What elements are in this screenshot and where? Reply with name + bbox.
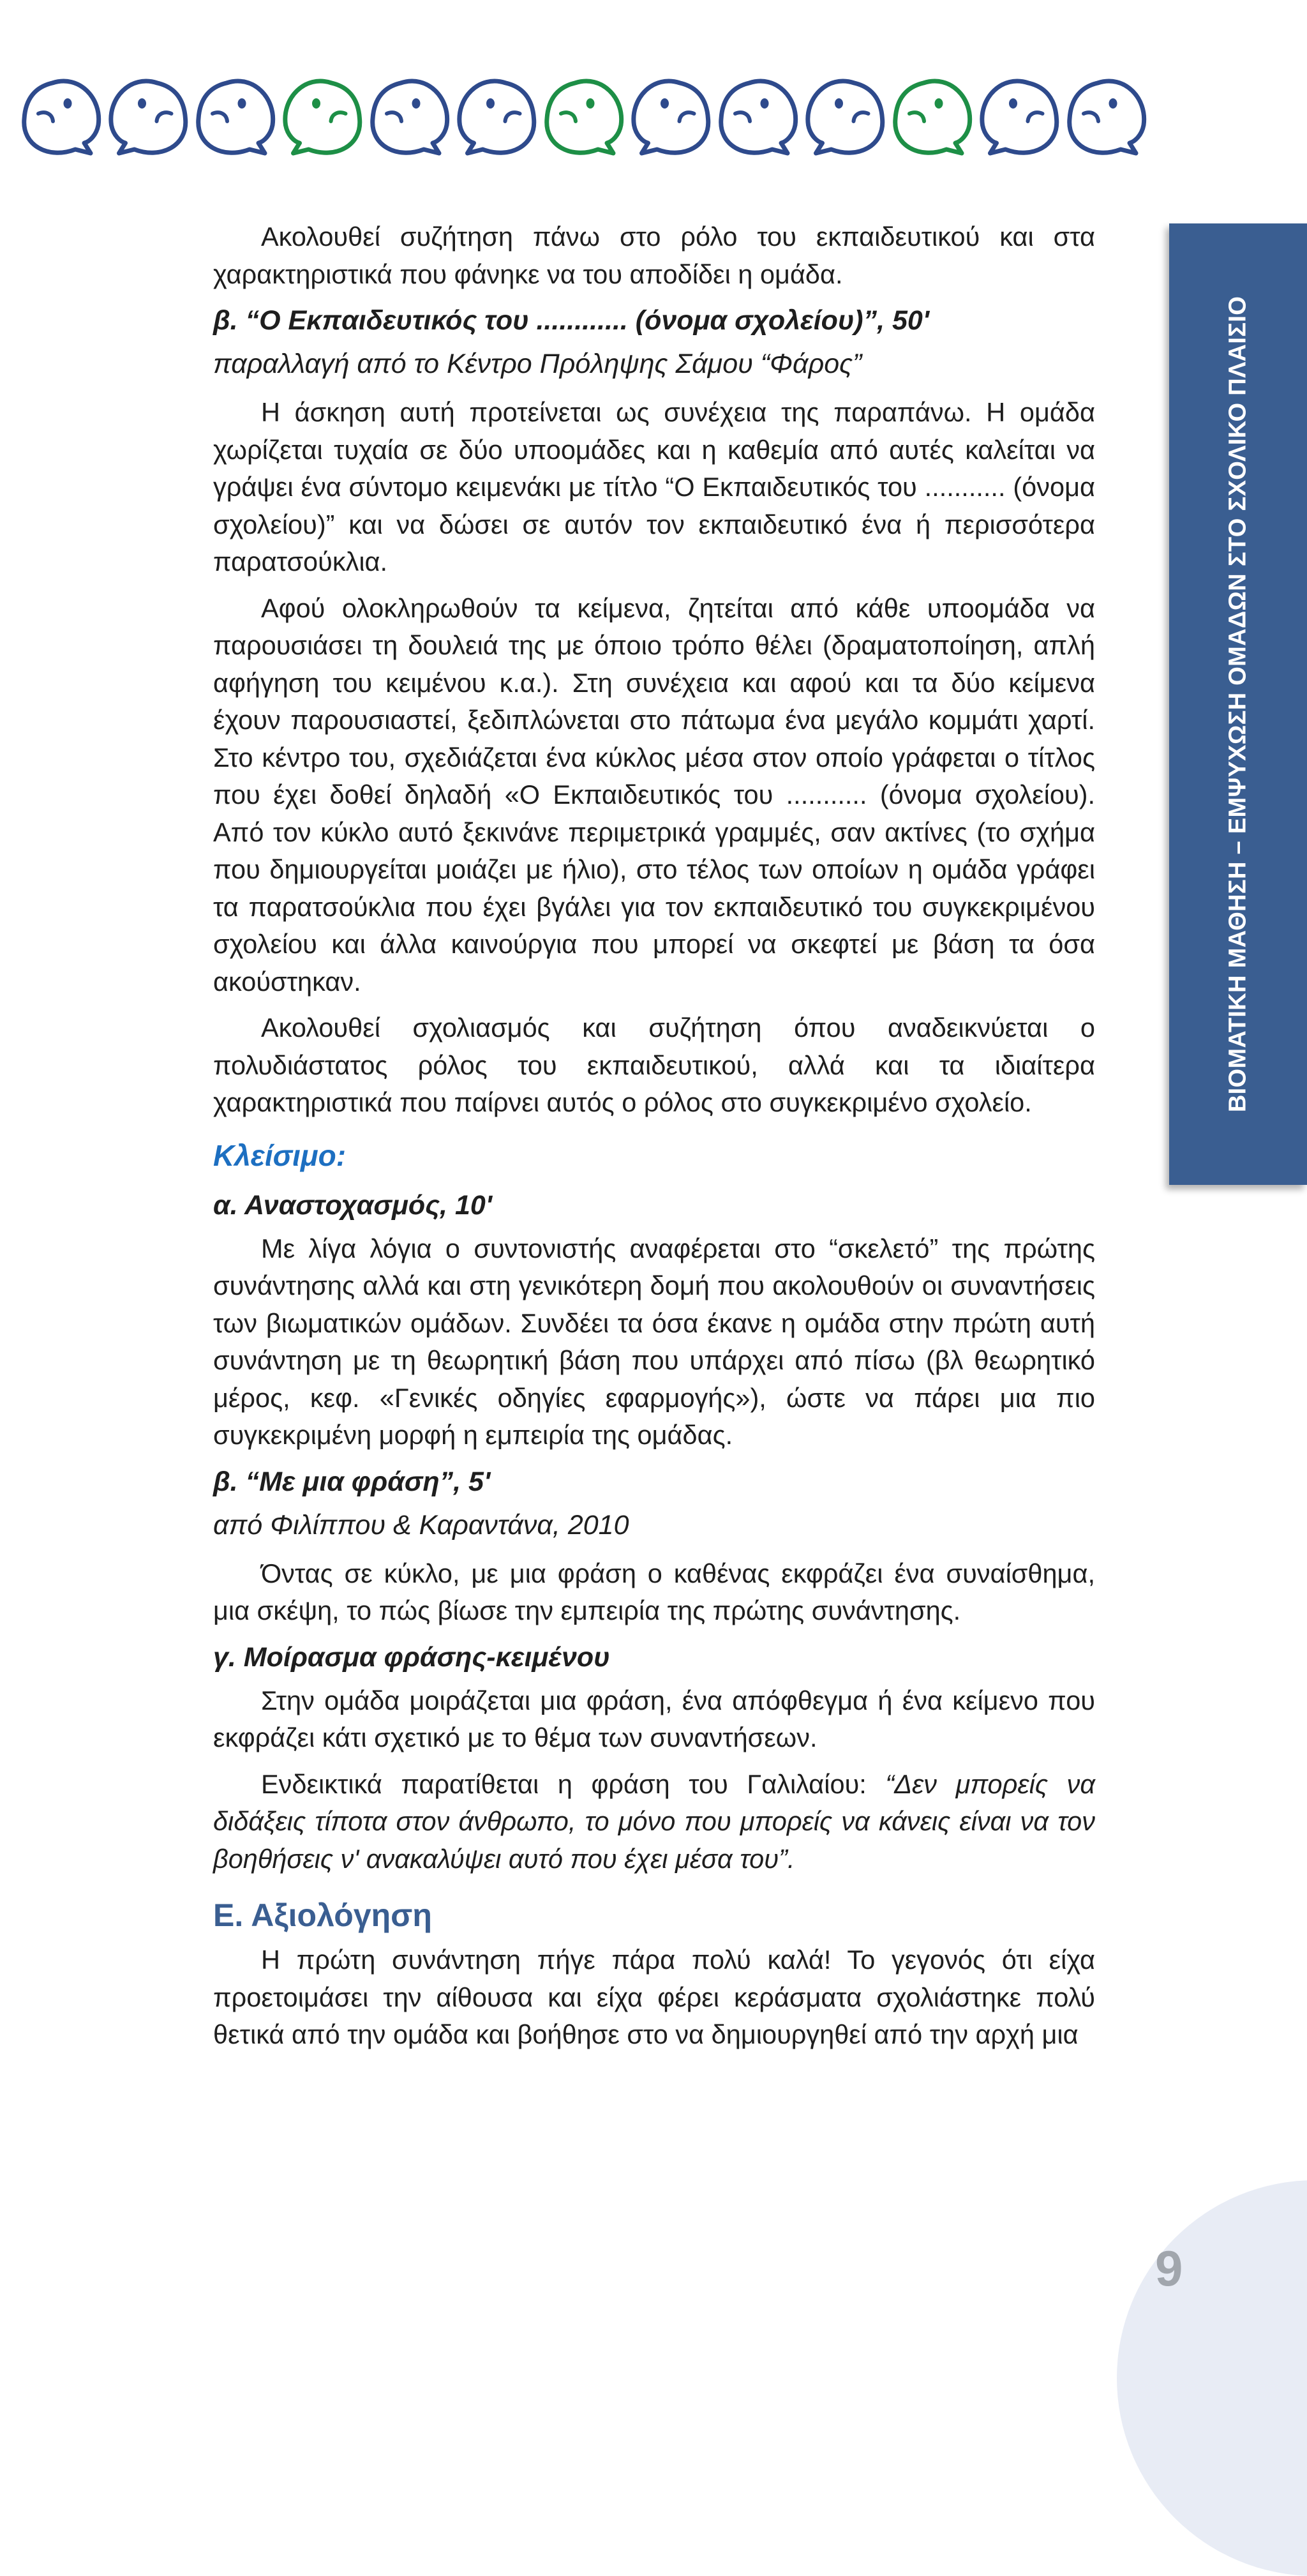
evaluation-heading: Ε. Αξιολόγηση — [213, 1897, 432, 1933]
quote-intro: Ενδεικτικά παρατίθεται η φράση του Γαλιλαίου: — [261, 1768, 886, 1799]
page-number: 9 — [1155, 2240, 1183, 2296]
speaking-head-icon — [721, 81, 796, 153]
paragraph: Ακολουθεί συζήτηση πάνω στο ρόλο του εκπαιδευτικού και στα χαρακτηριστικά που φάνηκε να του αποδίδει η ομάδα. — [213, 222, 1095, 289]
paragraph: Η πρώτη συνάντηση πήγε πάρα πολύ καλά! Το γεγονός ότι είχα προετοιμάσει την αίθουσα και είχα φέρει κεράσματα σχολιάστηκε πολύ θετικά από την ομάδα και βοήθησε στο να δημιουργηθεί από την αρχή μια — [213, 1945, 1095, 2049]
activity-heading: α. Αναστοχασμός, 10' — [213, 1189, 492, 1221]
paragraph: Ακολουθεί σχολιασμός και συζήτηση όπου αναδεικνύεται ο πολυδιάστατος ρόλος του εκπαιδευτικού, αλλά και τα ιδιαίτερα χαρακτηριστικά που παίρνει αυτός ο ρόλος στο συγκεκριμένο σχολείο. — [213, 1013, 1095, 1117]
paragraph: Στην ομάδα μοιράζεται μια φράση, ένα απόφθεγμα ή ένα κείμενο που εκφράζει κάτι σχετικό με το θέμα των συναντήσεων. — [213, 1685, 1095, 1752]
paragraph: Αφού ολοκληρωθούν τα κείμενα, ζητείται από κάθε υποομάδα να παρουσιάσει τη δουλειά της με όποιο τρόπο θέλει (δραματοποίηση, απλή αφήγηση του κειμένου κ.α.). Στη συνέχεια και αφού και τα δύο κείμενα έχουν παρουσιαστεί, ξεδιπλώνεται στο πάτωμα ένα μεγάλο κομμάτι χαρτί. Στο κέντρο του, σχεδιάζεται ένα κύκλος μέσα στον οποίο γράφεται ο τίτλος που έχει δοθεί δηλαδή «Ο Εκπαιδευτικός του ........... (όνομα σχολείου). Από τον κύκλο αυτό ξεκινάνε περιμετρικά γραμμές, σαν ακτίνες (το σχήμα που δημιουργείται μοιάζει με ήλιο), στο τέλος των οποίων η ομάδα γράφει τα παρατσούκλια που έχει βγάλει για τον εκπαιδευτικό του συγκεκριμένου σχολείου και άλλα καινούργια που μπορεί να σκεφτεί με βάση τα όσα ακούστηκαν. — [213, 592, 1095, 997]
speaking-head-icon — [24, 81, 99, 153]
activity-source: από Φιλίππου & Καραντάνα, 2010 — [213, 1509, 629, 1540]
speaking-head-icon — [895, 81, 970, 153]
closing-heading: Κλείσιμο: — [213, 1138, 347, 1172]
speaking-head-icon — [111, 81, 186, 153]
page-number-circle — [1117, 2180, 1307, 2576]
side-tab-label: ΒΙΟΜΑΤΙΚΗ ΜΑΘΗΣΗ – ΕΜΨΥΧΩΣΗ ΟΜΑΔΩΝ ΣΤΟ ΣΧΟΛΙΚΟ ΠΛΑΙΣΙΟ — [1224, 296, 1251, 1113]
speaking-head-icon — [634, 81, 708, 153]
paragraph: Η άσκηση αυτή προτείνεται ως συνέχεια της παραπάνω. Η ομάδα χωρίζεται τυχαία σε δύο υποομάδες και η καθεμία από αυτές καλείται να γράψει ένα σύντομο κειμενάκι με τίτλο “Ο Εκπαιδευτικός του ........... (όνομα σχολείου)” και να δώσει σε αυτόν τον εκπαιδευτικό ένα ή περισσότερα παρατσούκλια. — [213, 397, 1095, 576]
speaking-head-icon — [198, 81, 273, 153]
paragraph: Όντας σε κύκλο, με μια φράση ο καθένας εκφράζει ένα συναίσθημα, μια σκέψη, το πώς βίωσε την εμπειρία της πρώτης συνάντησης. — [213, 1558, 1095, 1625]
activity-source: παραλλαγή από το Κέντρο Πρόληψης Σάμου “Φάρος” — [213, 349, 862, 379]
main-content — [213, 218, 1095, 2063]
galileo-quote: “Δεν μπορείς να διδάξεις τίποτα στον άνθρωπο, το μόνο που μπορείς να κάνεις είναι να τον βοηθήσεις ν' ανακαλύψει αυτό που έχει μέσα του”. — [213, 1768, 1095, 1874]
speaking-head-icon — [285, 81, 360, 153]
activity-heading: β. “Ο Εκπαιδευτικός του ............ (όνομα σχολείου)”, 50' — [213, 305, 930, 336]
decorative-heads-row — [0, 0, 1307, 192]
paragraph: Με λίγα λόγια ο συντονιστής αναφέρεται στο “σκελετό” της πρώτης συνάντησης αλλά και στη γενικότερη δομή που ακολουθούν οι συναντήσεις των βιωματικών ομάδων. Συνδέει τα όσα έκανε η ομάδα στην πρώτη αυτή συνάντηση με τη θεωρητική βάση που υπάρχει από πίσω (βλ θεωρητικό μέρος, κεφ. «Γενικές οδηγίες εφαρμογής»), ώστε να πάρει μια πιο συγκεκριμένη μορφή η εμπειρία της ομάδας. — [213, 1233, 1095, 1450]
speaking-head-icon — [373, 81, 447, 153]
speaking-head-icon — [982, 81, 1057, 153]
speaking-head-icon — [1070, 81, 1144, 153]
speaking-head-icon — [547, 81, 622, 153]
activity-heading: γ. Μοίρασμα φράσης-κειμένου — [213, 1641, 610, 1673]
quote-paragraph — [213, 1766, 1095, 1878]
speaking-head-icon — [808, 81, 883, 153]
section-side-tab — [1169, 223, 1307, 1185]
speaking-head-icon — [459, 81, 534, 153]
activity-heading: β. “Με μια φράση”, 5' — [213, 1466, 491, 1497]
